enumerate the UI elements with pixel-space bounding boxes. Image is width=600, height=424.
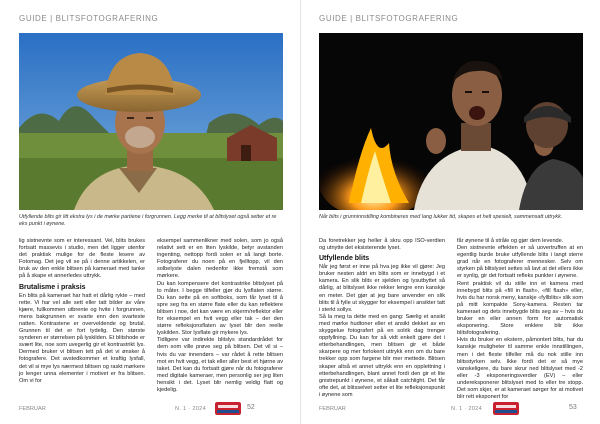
section-label: GUIDE | BLITSFOTOGRAFERING	[319, 14, 459, 23]
subheading: Brutalisme i praksis	[19, 283, 86, 291]
night-fire-photo	[319, 33, 583, 210]
paragraph: Tidligere var indirekte blitslys standardrådet for dem som ville prøve seg på blitsen. Det vil si – hvis du var innendørs – var rådet å rette blitsen mot en hvit vegg, et tak eller aller best et hjørne av taket. Det kan du fortsatt gjøre når du fotograferer med digitale kameraer, men personlig ser jeg liten hensikt i det. Lyset blir nemlig veldig flatt og kjedelig.	[157, 337, 283, 393]
article-body	[19, 238, 283, 394]
paragraph: får øynene til å stråle og gjør dem levende.	[457, 238, 564, 244]
paragraph: Hvis du bruker en ekstern, påmontert blits, har du kanskje muligheter til samme enkle innstillingen, men i det fleste tilfeller må du nok stille inn blitsstyrken selv. Ikke fordi det er så mye vanskeligere, du bare skrur ned blitslyset med -2 eller -3 eksponeringsverdier (EV) – eller undereksponerer blitslyset med to eller tre stopp. Det som skjer, er at kameraet sørger for at motivet blir rett eksponert for	[457, 337, 583, 401]
paragraph: Du kan kompensere det kontrastrike blitslyset på to måter. I begge tilfeller gjør du lysflaten større. Du kan sette på en softboks, som får lyset til å spre seg fra en større flate eller du kan reflektere blitsen i noe, det kan være en skjerm/reflektor eller for eksempel en hvit vegg eller tak – der den større refleksjonsflaten av lyset blir den reelle lyskilden. Stor lysflate gir mykere lys.	[157, 280, 283, 337]
paragraph: Den sistnevnte effekten er så uovertruffen at en egentlig burde bruke utfyllende blits i langt sterre grad når en fotograferer mennesker. Selv om styrken på blitslyset settes så lavt at det ellers ikke er synlig, gir det fortsatt refleks punkter i øynene.	[457, 245, 583, 280]
paragraph: Da foretrekker jeg heller å skru opp ISO-verdien og utnytte det eksisterende lyset.	[319, 238, 445, 252]
subheading: Utfyllende blits	[319, 255, 370, 263]
paragraph: eksempel sammenlikner med solen, som jo også relativt sett er en liten lyskilde, betyr avstanden ingenting, nettopp fordi solen er så langt borte. Fotograferer du noen på en fjelltopp, vil den solbelyste dalen nedenfor ikke fremstå som mørkere.	[157, 238, 283, 280]
text-column-2	[457, 238, 583, 401]
section-label: GUIDE | BLITSFOTOGRAFERING	[19, 14, 159, 23]
photo-caption: Utfyllende blits gir litt ekstra lys i de mørke partiene i forgrunnen. Legg merke til at blitslyset også setter et re eks punkt i øynene.	[19, 214, 277, 227]
footer-month: FEBRUAR	[319, 406, 346, 412]
paragraph: Rent praktisk vil du stille inn et kamera med innebygd blits på «fill in flash», «fill flash» eller, hvis du har norsk meny, kanskje «fyllblits» slik som på mitt kompakte Sony-kamera. Resten tar kameraet og dets innebygde blits seg av – hvis du bruker en eller annen form for automatisk eksponering. Store enklere blir ikke blitsfotografering.	[457, 280, 583, 337]
text-column-1	[19, 238, 145, 394]
text-column-1	[319, 238, 445, 401]
fotomag-logo-icon	[215, 402, 241, 415]
paragraph: En blits på kameraet har hatt et dårlig rykte – med rette. Vi har vel alle sett eller tatt bilder av våre kjære, fullkommen utbrente og hvite i forgrunnen, mens bakgrunnen er svarte enn den svarteste natten. Kontrastene er overveldende og brutal. Grunnen til det er fort tydelig. Den største synderen er størrelsen på lyskilden. Et blitshode er svært lite, noe som uvegerlig gir et kontrastrikt lys. Dermed bruker vi blitsen tett på det vi ønsker å fotografere. Det avstedkommer et kraftig lysfall, det vil si mye lys nærmest blitsen og raskt mørkere jo lenger unna elementer i motivet er fra blitsen. Om vi for	[19, 292, 145, 384]
page-number: 52	[247, 404, 255, 411]
right-page	[300, 0, 600, 424]
photo-caption: Når blits i grunninnstilling kombineres med lang lukker tid, skapes et helt spesielt, sammensatt uttrykk.	[319, 214, 563, 220]
farmer-portrait-photo	[19, 33, 283, 210]
footer-month: FEBRUAR	[19, 406, 46, 412]
article-body	[319, 238, 583, 401]
fotomag-logo-icon	[493, 402, 519, 415]
footer-issue: N. 1 · 2024	[451, 406, 482, 412]
paragraph: Så la meg ta dette med en gang: Særlig et ansikt med mørke hudtoner eller et ansikt dekket av en skyggelue fotografert på en solrik dag trenger oppfyllning. Du kan for så vidt enkelt gjøre det i etterbehandlingen, men blitsen gir et både skarpere og mer forlokent uttrykk enn om du bare trekker opp som fargene blir mer mettede. Blitsen skaper altså et annet uttrykk enn en opplettning i etterbehandlingen, blant annet fordi den gir et lite gnistrepunkt i øynene, et såkalt catchlight. Det får ofte det, at blitsselvet setter et lite refleksjonspunkt i øynene som	[319, 313, 445, 398]
paragraph: Når jeg først er inne på hva jeg ikke vil gjøre: Jeg bruker nesten aldri en blits som er innebygd i et kamera. En slik blits er sjelden og lysutbyttet så dårlig, at blitslyset ikke rekker lengre enn kanskje en meter. Det gjør at jeg bare anvender en slik blits til å fylle ut skygger for eksempel i ansikter tatt i sterkt sollys.	[319, 264, 445, 313]
page-number: 53	[569, 404, 577, 411]
paragraph: lig sistnevnte som er interessant. Vel, blits brukes fortsatt massevis i studio, men det ligger utenfor det praktisk mulige for de fleste lesere av Fotomag. Det jeg vil se på i denne artikkelen, er bruk av den enkle blitsen på kameraet med tanke på å skape et annerledes uttrykk.	[19, 238, 145, 280]
text-column-2	[157, 238, 283, 394]
footer-issue: N. 1 · 2024	[175, 406, 206, 412]
